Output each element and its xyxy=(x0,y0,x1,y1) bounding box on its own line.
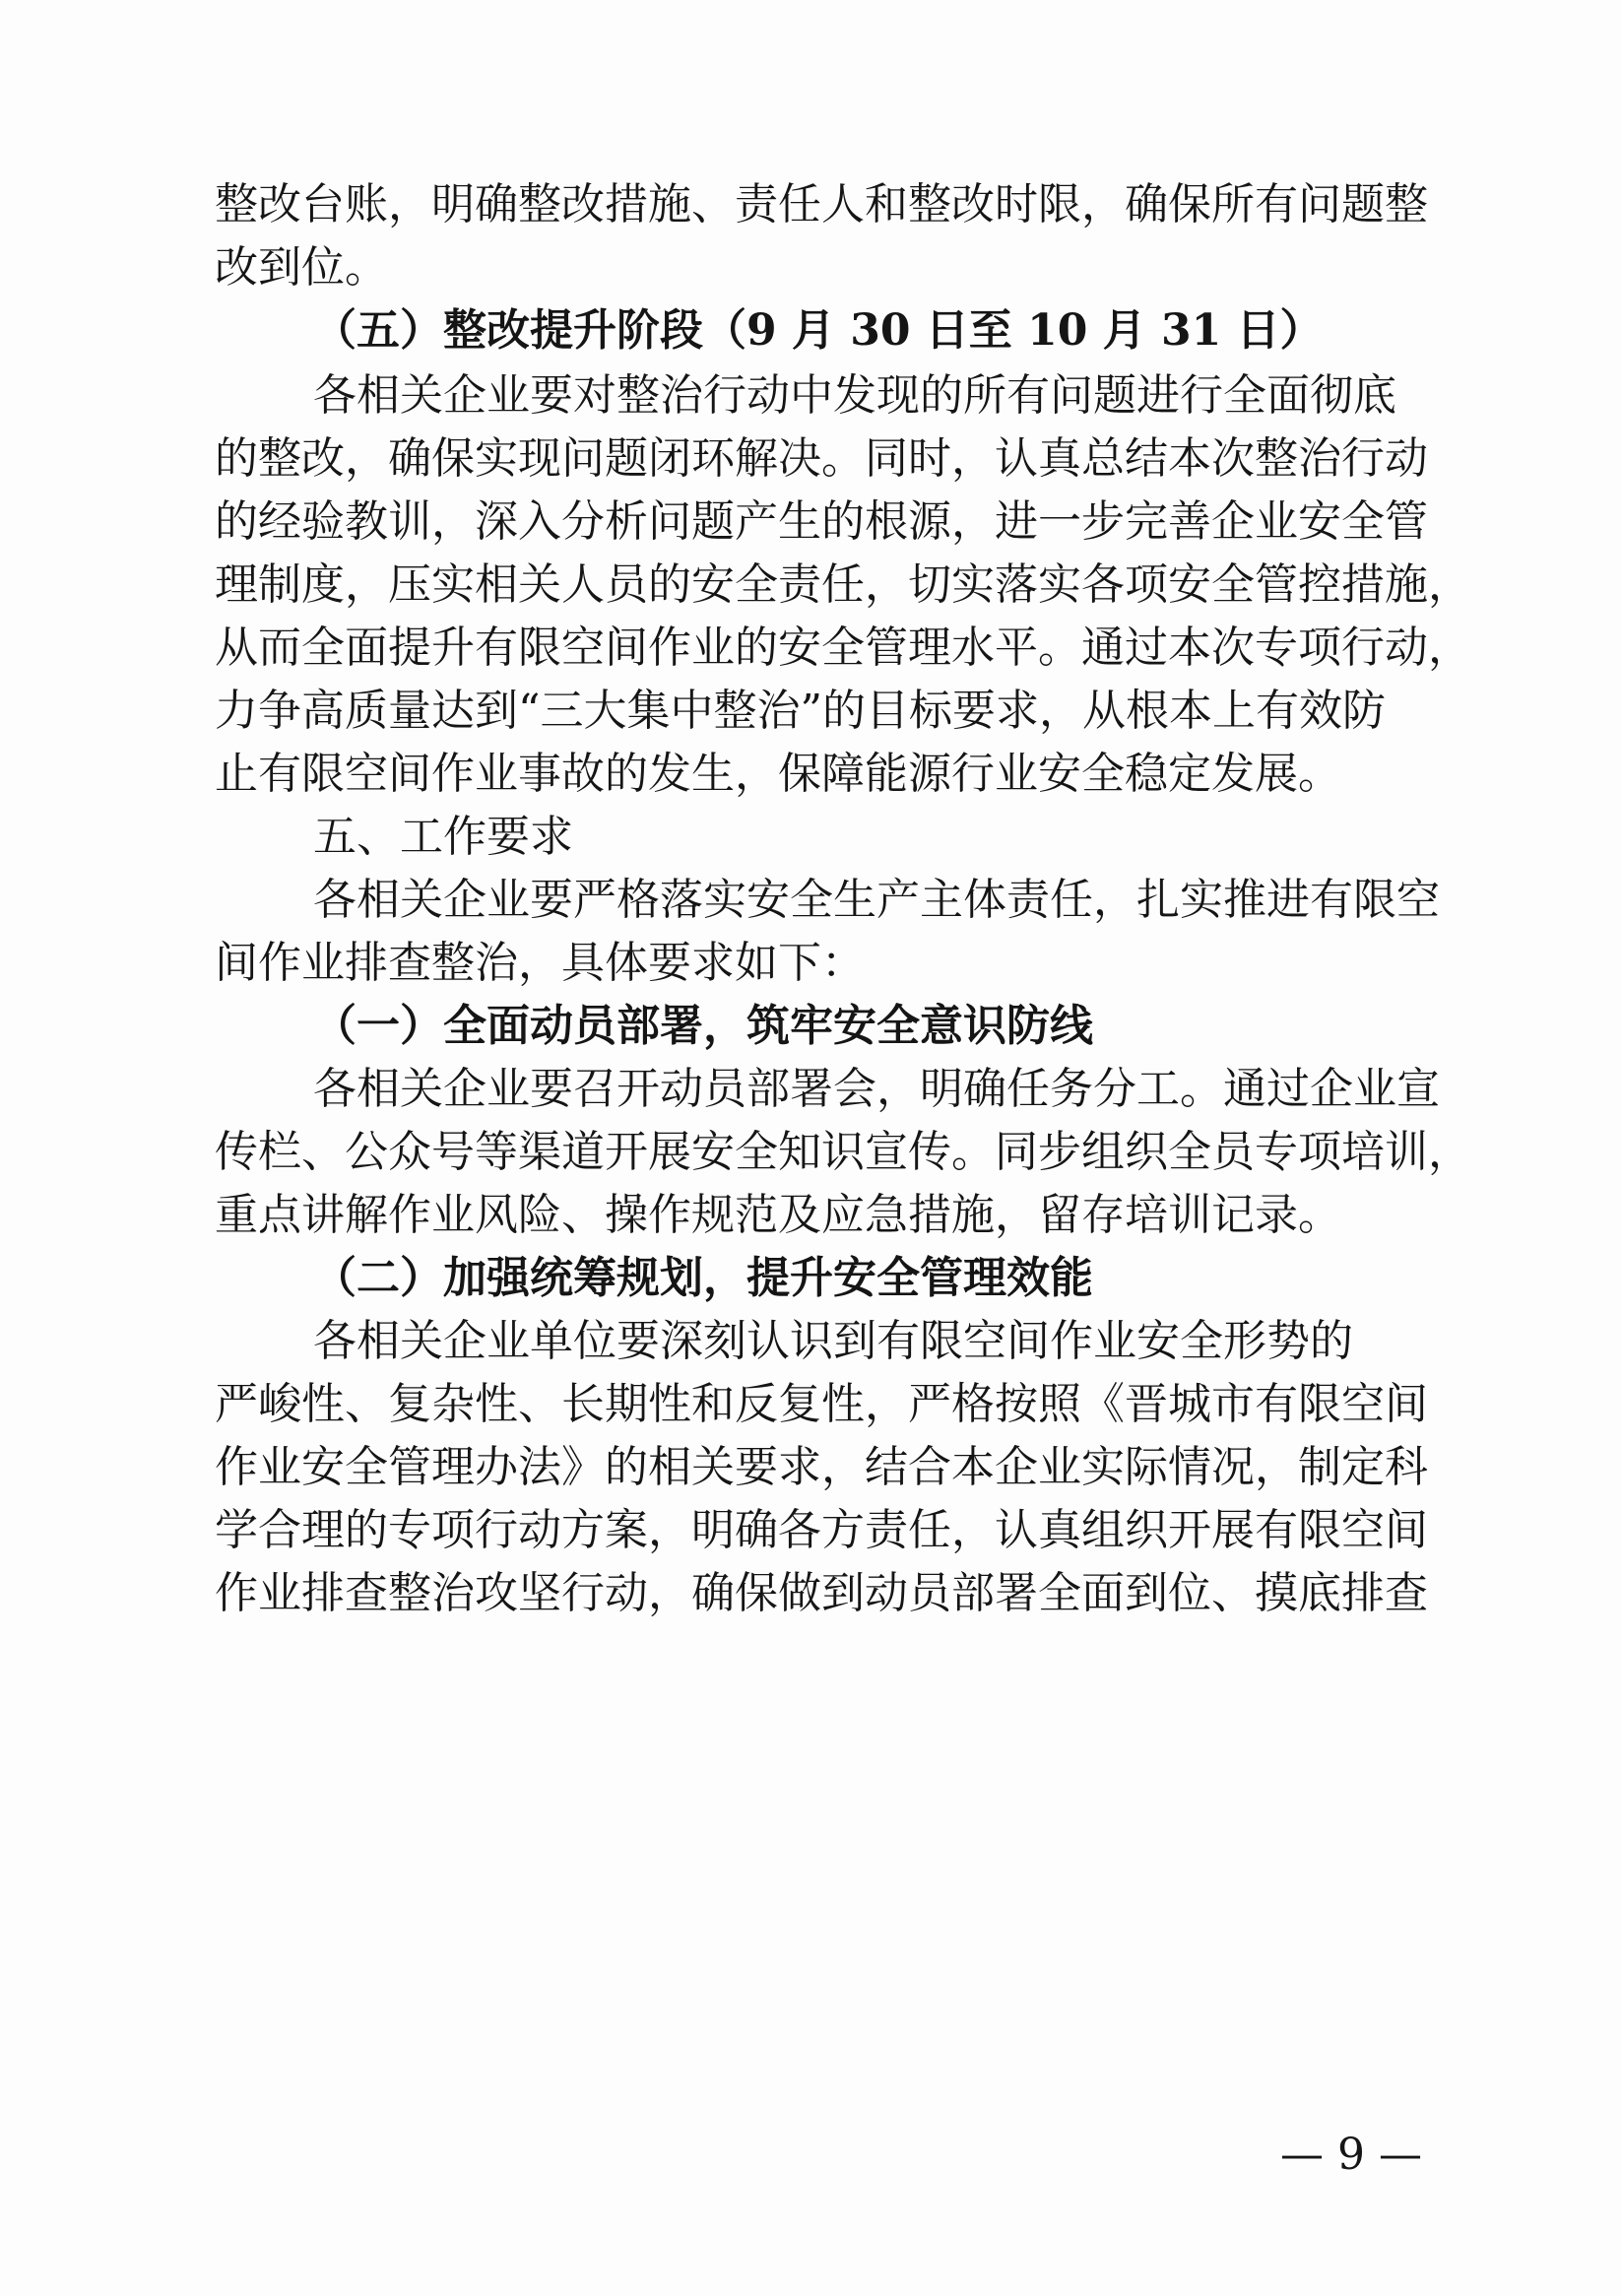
body-text-line: 作业安全管理办法》的相关要求，结合本企业实际情况，制定科 xyxy=(215,1442,1428,1492)
body-text-line: 的整改，确保实现问题闭环解决。同时，认真总结本次整治行动 xyxy=(215,433,1428,484)
body-text-line: 整改台账，明确整改措施、责任人和整改时限，确保所有问题整 xyxy=(215,179,1428,230)
body-text-line: 理制度，压实相关人员的安全责任，切实落实各项安全管控措施， xyxy=(215,559,1471,610)
section-heading: （二）加强统筹规划，提升安全管理效能 xyxy=(313,1253,1093,1303)
body-text-line: 止有限空间作业事故的发生，保障能源行业安全稳定发展。 xyxy=(215,749,1341,799)
section-heading: 五、工作要求 xyxy=(313,812,573,862)
section-heading: （一）全面动员部署，筑牢安全意识防线 xyxy=(313,1001,1093,1051)
body-text-line: 各相关企业要严格落实安全生产主体责任，扎实推进有限空 xyxy=(313,875,1440,925)
page-number: — 9 — xyxy=(1280,2130,1422,2180)
body-text-line: 力争高质量达到“三大集中整治”的目标要求，从根本上有效防 xyxy=(215,686,1386,736)
body-text-line: 各相关企业要召开动员部署会，明确任务分工。通过企业宣 xyxy=(313,1064,1440,1114)
body-text-line: 各相关企业要对整治行动中发现的所有问题进行全面彻底 xyxy=(313,370,1396,421)
body-text-line: 改到位。 xyxy=(215,242,388,293)
body-text-line: 学合理的专项行动方案，明确各方责任，认真组织开展有限空间 xyxy=(215,1505,1428,1555)
body-text-line: 的经验教训，深入分析问题产生的根源，进一步完善企业安全管 xyxy=(215,496,1428,547)
section-heading: （五）整改提升阶段（9 月 30 日至 10 月 31 日） xyxy=(313,305,1324,356)
body-text-line: 各相关企业单位要深刻认识到有限空间作业安全形势的 xyxy=(313,1316,1353,1366)
body-text-line: 从而全面提升有限空间作业的安全管理水平。通过本次专项行动， xyxy=(215,623,1471,673)
body-text-line: 严峻性、复杂性、长期性和反复性，严格按照《晋城市有限空间 xyxy=(215,1379,1428,1429)
body-text-line: 重点讲解作业风险、操作规范及应急措施，留存培训记录。 xyxy=(215,1190,1341,1240)
body-text-line: 作业排查整治攻坚行动，确保做到动员部署全面到位、摸底排查 xyxy=(215,1568,1428,1618)
body-text-line: 间作业排查整治，具体要求如下： xyxy=(215,938,865,988)
body-text-line: 传栏、公众号等渠道开展安全知识宣传。同步组织全员专项培训， xyxy=(215,1127,1471,1177)
